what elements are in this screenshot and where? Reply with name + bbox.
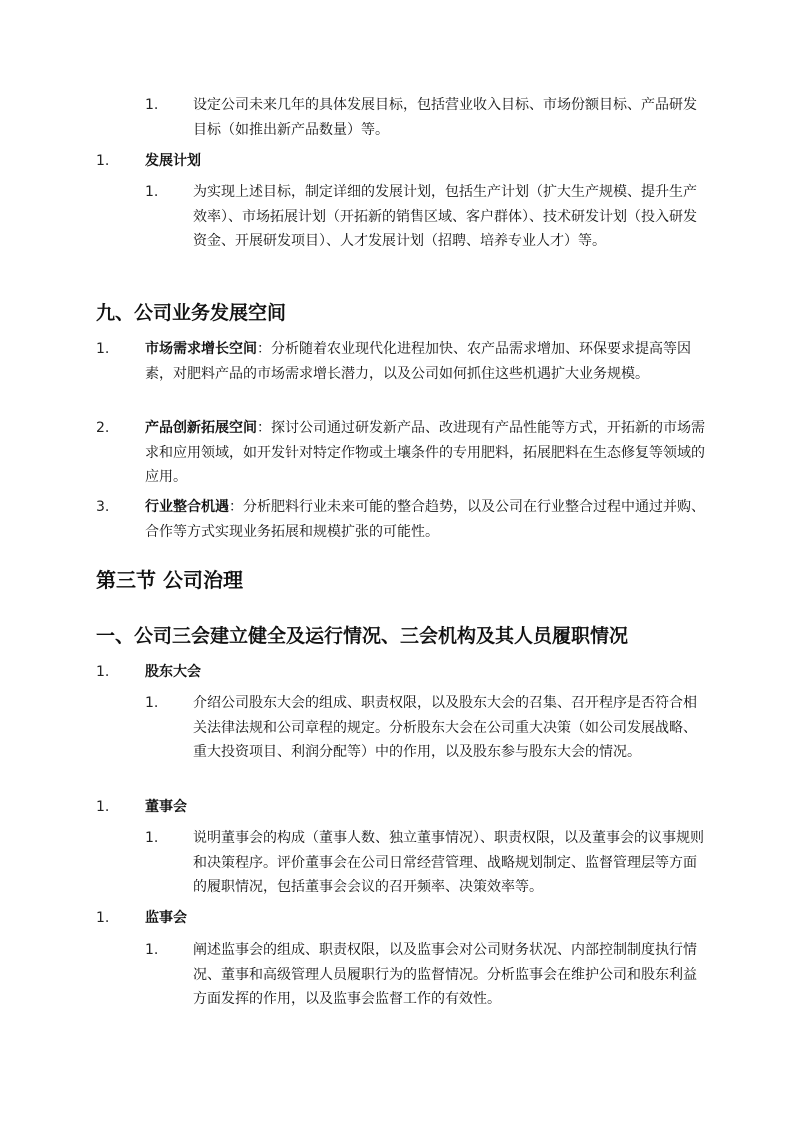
list-item xyxy=(145,495,705,544)
list-item-sep: ： xyxy=(257,341,271,357)
list-item-sep: ： xyxy=(257,420,271,436)
group-text: 介绍公司股东大会的组成、职责权限，以及股东大会的召集、召开程序是否符合相关法律法规和公司章程的规定。分析股东大会在公司重大决策（如公司发展战略、重大投资项目、利润分配等）中的作用，以及股东参与股东大会的情况。 xyxy=(193,695,697,760)
list-number: 1. xyxy=(96,153,110,169)
list-number: 3. xyxy=(96,499,110,515)
list-number: 1. xyxy=(96,664,110,680)
list-item-sep: ： xyxy=(229,499,243,515)
list-number: 1. xyxy=(145,184,159,200)
list-item xyxy=(145,416,705,490)
list-item-term: 行业整合机遇 xyxy=(145,499,229,515)
list-item-term: 产品创新拓展空间 xyxy=(145,420,257,436)
plan-title: 发展计划 xyxy=(145,153,201,169)
plan-text: 为实现上述目标，制定详细的发展计划，包括生产计划（扩大生产规模、提升生产效率）、市场拓展计划（开拓新的销售区域、客户群体）、技术研发计划（投入研发资金、开展研发项目）、人才发展计划（招聘、培养专业人才）等。 xyxy=(193,184,697,249)
list-item-text: 分析随着农业现代化进程加快、农产品需求增加、环保要求提高等因素，对肥料产品的市场需求增长潜力，以及公司如何抓住这些机遇扩大业务规模。 xyxy=(145,341,691,382)
group-title: 股东大会 xyxy=(145,664,201,680)
list-item-term: 市场需求增长空间 xyxy=(145,341,257,357)
list-number: 1. xyxy=(145,942,159,958)
list-item xyxy=(145,337,705,386)
list-number: 2. xyxy=(96,420,110,436)
list-number: 1. xyxy=(96,910,110,926)
group-title: 监事会 xyxy=(145,910,187,926)
subsection-heading: 一、公司三会建立健全及运行情况、三会机构及其人员履职情况 xyxy=(96,625,629,647)
list-number: 1. xyxy=(145,830,159,846)
goal-item-text: 设定公司未来几年的具体发展目标，包括营业收入目标、市场份额目标、产品研发目标（如推出新产品数量）等。 xyxy=(193,97,697,138)
group-title: 董事会 xyxy=(145,799,187,815)
group-text: 阐述监事会的组成、职责权限，以及监事会对公司财务状况、内部控制制度执行情况、董事和高级管理人员履职行为的监督情况。分析监事会在维护公司和股东利益方面发挥的作用，以及监事会监督工作的有效性。 xyxy=(193,942,697,1007)
list-number: 1. xyxy=(96,799,110,815)
list-item-text: 分析肥料行业未来可能的整合趋势，以及公司在行业整合过程中通过并购、合作等方式实现业务拓展和规模扩张的可能性。 xyxy=(145,499,705,540)
list-number: 1. xyxy=(145,97,159,113)
list-number: 1. xyxy=(145,695,159,711)
section-heading: 九、公司业务发展空间 xyxy=(96,302,287,324)
group-text: 说明董事会的构成（董事人数、独立董事情况）、职责权限，以及董事会的议事规则和决策程序。评价董事会在公司日常经营管理、战略规划制定、监督管理层等方面的履职情况，包括董事会会议的召开频率、决策效率等。 xyxy=(193,830,704,895)
chapter-heading: 第三节 公司治理 xyxy=(96,568,243,592)
list-number: 1. xyxy=(96,341,110,357)
list-item-text: 探讨公司通过研发新产品、改进现有产品性能等方式，开拓新的市场需求和应用领域，如开发针对特定作物或土壤条件的专用肥料，拓展肥料在生态修复等领域的应用。 xyxy=(145,420,705,485)
